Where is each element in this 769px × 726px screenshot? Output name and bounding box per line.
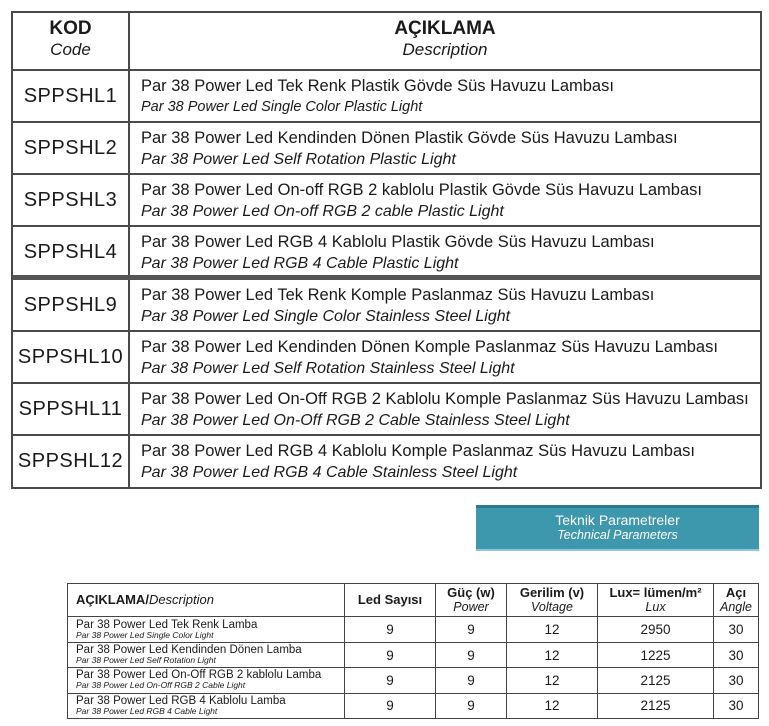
product-description-tr: Par 38 Power Led Tek Renk Plastik Gövde Süs Havuzu Lambası [141, 77, 614, 95]
lux-cell: 2950 [598, 617, 714, 642]
description-en: Par 38 Power Led RGB 4 Cable Light [76, 705, 218, 716]
table-row [68, 668, 759, 693]
product-description-tr: Par 38 Power Led On-Off RGB 2 Kablolu Komple Paslanmaz Süs Havuzu Lambası [141, 390, 749, 408]
technical-parameters-table [67, 583, 759, 719]
product-code: SPPSHL11 [18, 397, 123, 420]
description-en: Par 38 Power Led On-Off RGB 2 Cable Light [76, 680, 246, 691]
led-count-cell: 9 [345, 693, 436, 718]
lux-cell: 2125 [598, 668, 714, 693]
description-header-label: AÇIKLAMA/ [76, 592, 149, 608]
description-cell [68, 668, 345, 693]
power-cell: 9 [436, 617, 507, 642]
description-en: Par 38 Power Led Single Color Light [76, 629, 214, 640]
description-cell [68, 617, 345, 642]
angle-cell: 30 [714, 642, 759, 667]
product-description-tr: Par 38 Power Led On-off RGB 2 kablolu Plastik Gövde Süs Havuzu Lambası [141, 181, 702, 199]
product-code: SPPSHL10 [17, 345, 124, 368]
product-description-tr: Par 38 Power Led RGB 4 Kablolu Komple Paslanmaz Süs Havuzu Lambası [141, 442, 695, 460]
lux-cell: 1225 [598, 642, 714, 667]
power-header-label: Güç (w) [447, 585, 495, 601]
product-code: SPPSHL9 [23, 293, 118, 316]
table-row [13, 332, 760, 382]
product-code: SPPSHL1 [23, 84, 118, 107]
banner-subtitle: Technical Parameters [557, 528, 678, 542]
lux-header [598, 584, 714, 617]
product-description-en: Par 38 Power Led Self Rotation Stainless Steel Light [141, 360, 515, 377]
product-description-tr: Par 38 Power Led Kendinden Dönen Plastik Gövde Süs Havuzu Lambası [141, 129, 678, 147]
description-header-sublabel: Description [148, 592, 214, 608]
product-code: SPPSHL4 [23, 240, 118, 263]
voltage-cell: 12 [507, 617, 598, 642]
product-description-en: Par 38 Power Led Self Rotation Plastic Light [141, 151, 456, 168]
angle-cell: 30 [714, 668, 759, 693]
angle-cell: 30 [714, 617, 759, 642]
product-code: SPPSHL3 [23, 188, 118, 211]
power-header [436, 584, 507, 617]
voltage-header [507, 584, 598, 617]
angle-header-label: Açı [725, 585, 747, 601]
technical-parameters-banner [476, 505, 759, 551]
description-header-label: AÇIKLAMA [394, 18, 496, 39]
table-row [13, 384, 760, 434]
product-description-en: Par 38 Power Led RGB 4 Cable Stainless Steel Light [141, 464, 518, 481]
lux-header-sublabel: Lux [645, 600, 666, 615]
product-code: SPPSHL2 [23, 136, 118, 159]
product-description-en: Par 38 Power Led Single Color Plastic Light [141, 99, 423, 115]
led-count-header [345, 584, 436, 617]
banner-title: Teknik Parametreler [555, 512, 680, 528]
power-cell: 9 [436, 642, 507, 667]
voltage-header-label: Gerilim (v) [519, 585, 585, 601]
led-count-cell: 9 [345, 668, 436, 693]
product-code: SPPSHL12 [17, 450, 124, 472]
description-en: Par 38 Power Led Self Rotation Light [76, 655, 216, 666]
description-cell [68, 693, 345, 718]
table-row [68, 693, 759, 718]
power-header-sublabel: Power [453, 600, 489, 615]
voltage-header-sublabel: Voltage [531, 600, 573, 615]
led-count-cell: 9 [345, 642, 436, 667]
description-tr: Par 38 Power Led Kendinden Dönen Lamba [76, 644, 302, 657]
table-row [13, 436, 760, 487]
voltage-cell: 12 [507, 668, 598, 693]
table-row [13, 227, 760, 277]
code-column-header [13, 18, 128, 60]
description-tr: Par 38 Power Led On-Off RGB 2 kablolu Lamba [76, 669, 322, 682]
led-count-header-label: Led Sayısı [357, 592, 423, 608]
product-description-en: Par 38 Power Led On-off RGB 2 cable Plastic Light [141, 203, 504, 220]
table-row [68, 617, 759, 642]
code-header-sublabel: Code [50, 40, 91, 59]
angle-header-sublabel: Angle [720, 600, 752, 615]
product-description-en: Par 38 Power Led On-Off RGB 2 Cable Stainless Steel Light [141, 412, 570, 429]
product-description-tr: Par 38 Power Led Kendinden Dönen Komple Paslanmaz Süs Havuzu Lambası [141, 338, 718, 356]
description-header [68, 584, 345, 617]
angle-header [714, 584, 759, 617]
product-description-tr: Par 38 Power Led Tek Renk Komple Paslanmaz Süs Havuzu Lambası [141, 286, 655, 304]
code-header-label: KOD [49, 18, 92, 39]
product-description-en: Par 38 Power Led RGB 4 Cable Plastic Light [141, 255, 459, 272]
table-row [68, 642, 759, 667]
power-cell: 9 [436, 693, 507, 718]
lux-cell: 2125 [598, 693, 714, 718]
description-tr: Par 38 Power Led RGB 4 Kablolu Lamba [76, 694, 286, 707]
product-code-table [11, 11, 762, 489]
power-cell: 9 [436, 668, 507, 693]
voltage-cell: 12 [507, 693, 598, 718]
table-row [13, 71, 760, 121]
table-header-row [68, 584, 759, 617]
product-description-en: Par 38 Power Led Single Color Stainless Steel Light [141, 308, 511, 325]
product-description-tr: Par 38 Power Led RGB 4 Kablolu Plastik Gövde Süs Havuzu Lambası [141, 233, 655, 251]
table-row [13, 123, 760, 173]
table-row [13, 175, 760, 225]
angle-cell: 30 [714, 693, 759, 718]
description-cell [68, 642, 345, 667]
led-count-cell: 9 [345, 617, 436, 642]
table-row [13, 280, 760, 330]
description-column-header [130, 18, 760, 60]
description-header-sublabel: Description [402, 40, 488, 59]
description-tr: Par 38 Power Led Tek Renk Lamba [76, 618, 258, 631]
lux-header-label: Lux= lümen/m² [609, 585, 702, 601]
voltage-cell: 12 [507, 642, 598, 667]
table-header [13, 13, 760, 71]
